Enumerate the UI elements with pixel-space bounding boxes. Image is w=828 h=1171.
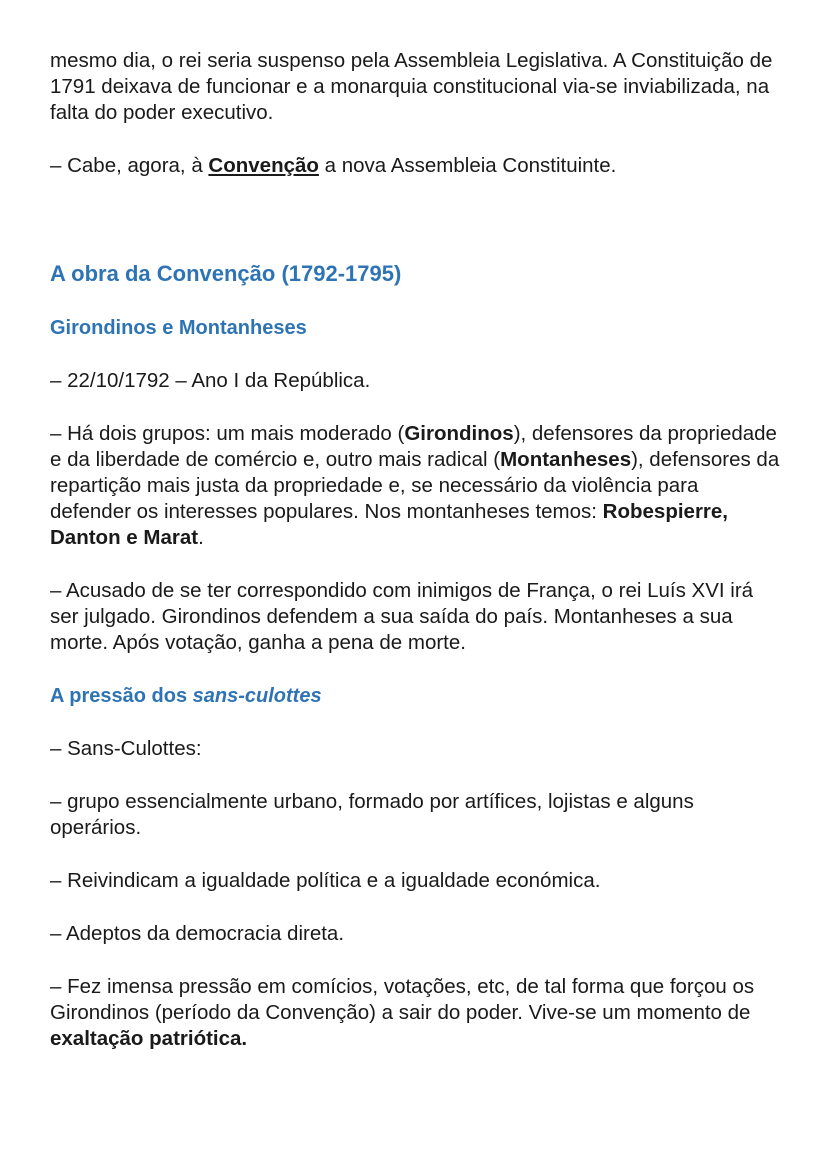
exaltacao-term: exaltação patriótica. [50,1027,248,1050]
paragraph-dois-grupos [50,421,780,551]
dois-grupos-text-e: ), defensores da repartição mais justa da propriedade e, se necessário da violência para defender os interesses populares. Nos montanheses temos: [50,448,780,523]
leaders-term: Robespierre, Danton e Marat [50,500,728,549]
paragraph-convencao-text-c: a nova Assembleia Constituinte. [318,154,617,177]
paragraph-pressao [50,974,780,1052]
dois-grupos-text-a: – Há dois grupos: um mais moderado ( [50,422,405,445]
paragraph-ano-republica: – 22/10/1792 – Ano I da República. [50,369,371,392]
heading-obra-convencao: A obra da Convenção (1792-1795) [50,261,402,286]
document-page [50,48,780,1052]
paragraph-reivindicam: – Reivindicam a igualdade política e a igualdade económica. [50,869,601,892]
paragraph-grupo-urbano: – grupo essencialmente urbano, formado por artífices, lojistas e alguns operários. [50,790,694,839]
heading-sans-culottes-italic: sans-culottes [192,685,322,707]
heading-pressao-sans-culottes [50,683,780,709]
convencao-term: Convenção [208,154,319,177]
paragraph-suspension: mesmo dia, o rei seria suspenso pela Assembleia Legislativa. A Constituição de 1791 deixava de funcionar e a monarquia constitucional via-se inviabilizada, na falta do poder executivo. [50,49,773,124]
dois-grupos-text-g: . [198,526,204,549]
heading-girondinos-montanheses: Girondinos e Montanheses [50,317,307,339]
paragraph-sans-culottes: – Sans-Culottes: [50,737,202,760]
heading-pressao-text: A pressão dos [50,685,193,707]
paragraph-convencao [50,153,780,179]
paragraph-julgamento-rei: – Acusado de se ter correspondido com inimigos de França, o rei Luís XVI irá ser julgado. Girondinos defendem a sua saída do país. Montanheses a sua morte. Após votação, ganha a pena de morte. [50,579,754,654]
girondinos-term: Girondinos [404,422,514,445]
dois-grupos-text-c: ), defensores da propriedade e da liberdade de comércio e, outro mais radical ( [50,422,777,471]
paragraph-democracia: – Adeptos da democracia direta. [50,922,345,945]
pressao-text-a: – Fez imensa pressão em comícios, votações, etc, de tal forma que forçou os Girondinos (período da Convenção) a sair do poder. Vive-se um momento de [50,975,755,1024]
montanheses-term: Montanheses [500,448,632,471]
paragraph-convencao-text-a: – Cabe, agora, à [50,154,209,177]
